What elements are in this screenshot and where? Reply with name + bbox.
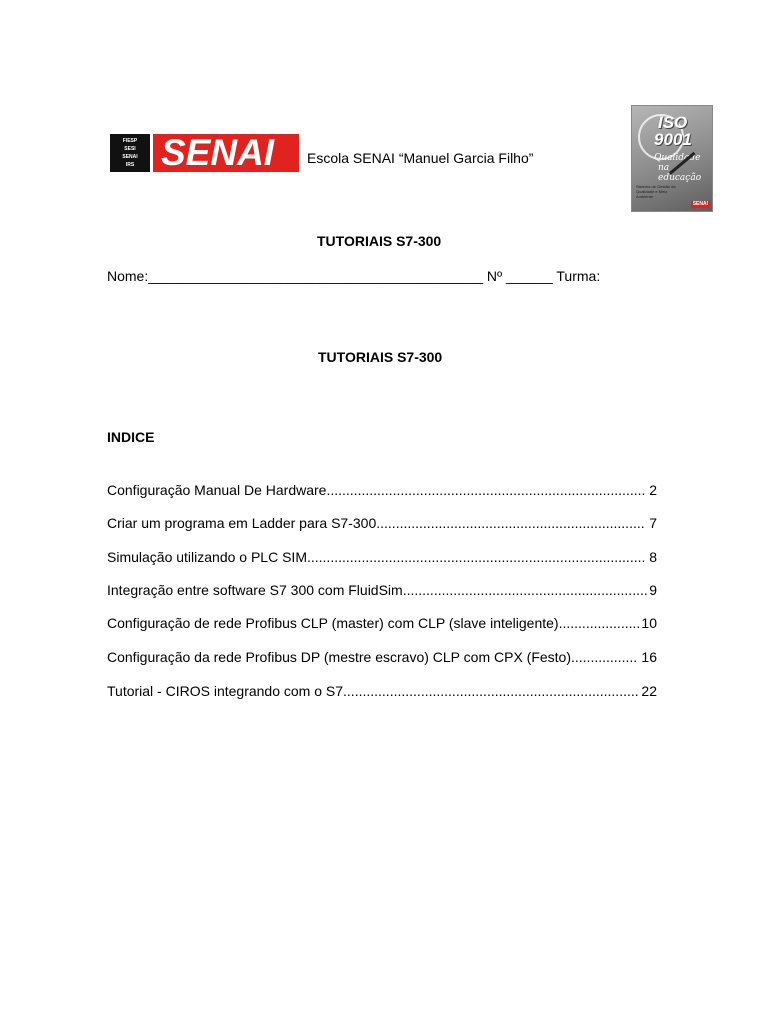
logo-red-box (153, 134, 299, 172)
index-heading: INDICE (107, 429, 155, 445)
iso-education-text: na educação (658, 163, 702, 183)
toc-entry-page: 8 (649, 549, 657, 565)
logo-side-text: SESI (124, 146, 136, 152)
iso-number: 9001 (654, 130, 692, 149)
toc-entry-page: 2 (649, 482, 657, 498)
toc-entry (107, 482, 657, 502)
toc-entry-page: 9 (649, 582, 657, 598)
logo-side-text: FIESP (122, 138, 138, 144)
logo-wordmark: SENAI (161, 134, 275, 172)
page-title-top: TUTORIAIS S7-300 (317, 233, 442, 249)
iso-9001-badge (631, 105, 713, 212)
name-field-line: Nome:___________________________________________ Nº ______ Turma: (107, 268, 601, 284)
toc-entry (107, 649, 657, 669)
toc-entry-label: Integração entre software S7 300 com FluidSim............................................................... (107, 582, 648, 598)
toc-entry (107, 683, 657, 703)
toc-entry-page: 16 (641, 649, 657, 665)
toc-entry (107, 549, 657, 569)
logo-side-text: SENAI (122, 154, 138, 160)
toc-entry-label: Criar um programa em Ladder para S7-300..................................................................... (107, 515, 645, 531)
toc-entry-label: Tutorial - CIROS integrando com o S7............................................................................ (107, 683, 639, 699)
toc-entry (107, 515, 657, 535)
toc-entry (107, 582, 657, 602)
iso-small-text: Sistema de Gestão da Qualidade e Meio Ambiente (636, 184, 676, 199)
toc-entry-label: Configuração de rede Profibus CLP (master) com CLP (slave inteligente)..................... (107, 615, 641, 631)
senai-logo (110, 134, 299, 172)
toc-entry-page: 7 (649, 515, 657, 531)
toc-entry-page: 10 (641, 615, 657, 631)
iso-quality-text: Qualidade (654, 153, 701, 163)
logo-side-box (110, 134, 150, 172)
iso-brand-label: SENAI (692, 201, 708, 207)
toc-entry-page: 22 (641, 683, 657, 699)
toc-entry-label: Simulação utilizando o PLC SIM....................................................................................... (107, 549, 646, 565)
toc-entry-label: Configuração da rede Profibus DP (mestre escravo) CLP com CPX (Festo)................. (107, 649, 638, 665)
iso-label: ISO (658, 113, 688, 132)
page-title-main: TUTORIAIS S7-300 (318, 349, 443, 365)
school-name: Escola SENAI “Manuel Garcia Filho” (307, 150, 534, 166)
toc-entry-label: Configuração Manual De Hardware.................................................................................. (107, 482, 646, 498)
logo-side-text: IRS (125, 162, 135, 168)
toc-entry (107, 615, 657, 635)
